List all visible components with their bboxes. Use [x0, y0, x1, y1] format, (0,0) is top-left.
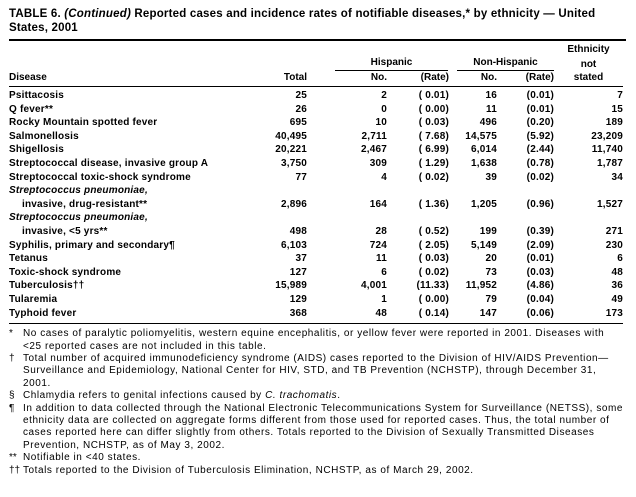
cell-disease: Shigellosis [9, 144, 64, 156]
footnote [9, 465, 625, 477]
cell-nonhispanic-no: 5,149 [470, 239, 497, 251]
cell-total: 3,750 [280, 157, 307, 169]
cell-disease: Streptococcus pneumoniae, [9, 185, 148, 197]
cell-disease: Syphilis, primary and secondary¶ [9, 239, 175, 251]
cell-total: 25 [295, 90, 307, 101]
cell-hispanic-rate: ( 2.05) [418, 239, 449, 251]
footnote [9, 403, 625, 453]
col-header-nonhispanic-rate: (Rate) [497, 71, 554, 87]
footnote-text [23, 328, 625, 353]
cell-nonhispanic-rate: (0.96) [526, 198, 554, 210]
cell-hispanic-rate: ( 1.36) [418, 198, 449, 210]
footnote-text [23, 465, 625, 477]
cell-nonhispanic-rate [497, 184, 554, 198]
footnote-text [23, 390, 625, 402]
col-header-total: Total [255, 71, 307, 87]
cell-ethnicity-not-stated: 189 [605, 117, 623, 129]
cell-ethnicity-not-stated: 230 [605, 239, 623, 251]
table-row [9, 293, 623, 307]
table-row [9, 279, 623, 293]
cell-nonhispanic-no [449, 211, 497, 225]
cell-hispanic-no [307, 211, 387, 225]
cell-ethnicity-not-stated: 34 [611, 171, 623, 183]
cell-hispanic-rate: ( 0.01) [418, 90, 449, 101]
cell-nonhispanic-no: 1,205 [470, 198, 497, 210]
table-header [9, 44, 623, 87]
footnote-text-pre: Notifiable in <40 states. [23, 452, 141, 464]
cell-ethnicity-not-stated: 1,787 [596, 157, 623, 169]
cell-nonhispanic-no: 1,638 [470, 157, 497, 169]
cell-nonhispanic-rate: (0.03) [526, 266, 554, 278]
cell-ethnicity-not-stated: 173 [554, 307, 623, 324]
cell-disease: Q fever** [9, 103, 54, 115]
col-header-hispanic-no: No. [307, 71, 387, 87]
cell-ethnicity-not-stated: 11,740 [591, 144, 623, 156]
cell-ethnicity-not-stated [554, 184, 623, 198]
cell-total [255, 184, 307, 198]
cell-hispanic-no: 6 [381, 266, 387, 278]
cell-ethnicity-not-stated: 36 [611, 280, 623, 292]
footnote [9, 328, 625, 353]
cell-hispanic-no: 11 [376, 253, 387, 265]
footnote-marker: § [9, 390, 15, 402]
footnote-marker: † [9, 352, 15, 364]
cell-total: 2,896 [280, 198, 307, 210]
col-group-hispanic [307, 56, 449, 71]
col-header-hispanic-rate: (Rate) [387, 71, 449, 87]
col-group-hispanic-label: Hispanic [335, 57, 448, 71]
table-row [9, 252, 623, 266]
footnote-marker: * [9, 328, 13, 340]
cell-ethnicity-not-stated: 271 [605, 225, 623, 237]
table-title [9, 7, 626, 35]
cell-nonhispanic-rate: (0.20) [526, 117, 554, 129]
cell-hispanic-no: 0 [381, 103, 387, 115]
cell-hispanic-rate: ( 0.00) [418, 293, 449, 305]
cell-nonhispanic-no [449, 184, 497, 198]
footnote-text [23, 403, 625, 453]
cell-hispanic-rate: (11.33) [416, 280, 449, 292]
cell-ethnicity-not-stated: 6 [617, 253, 623, 265]
table-row [9, 307, 623, 324]
cell-nonhispanic-rate: (0.02) [526, 171, 554, 183]
table-row [9, 103, 623, 117]
cell-ethnicity-not-stated: 48 [611, 266, 623, 278]
cell-nonhispanic-rate: (0.01) [526, 103, 554, 115]
cell-hispanic-rate: ( 6.99) [418, 144, 449, 156]
cell-total: 40,495 [275, 130, 307, 142]
cell-hispanic-rate: ( 0.02) [418, 171, 449, 183]
table-title-continued: (Continued) [64, 8, 131, 20]
cell-disease: Rocky Mountain spotted fever [9, 117, 158, 129]
cell-disease: Psittacosis [9, 90, 65, 101]
cell-total: 695 [289, 117, 307, 129]
footnote-text [23, 353, 625, 390]
cell-hispanic-no: 164 [369, 198, 387, 210]
cell-nonhispanic-no: 199 [479, 225, 497, 237]
cell-nonhispanic-no: 11 [486, 103, 497, 115]
cell-nonhispanic-no: 39 [485, 171, 497, 183]
cell-nonhispanic-rate: (0.39) [526, 225, 554, 237]
cell-total: 37 [295, 253, 307, 265]
footnote-text-italic: C. trachomatis [265, 390, 338, 402]
cell-disease: Tularemia [9, 293, 58, 305]
cell-disease: Streptococcus pneumoniae, [9, 212, 148, 224]
cell-hispanic-rate: ( 0.00) [418, 103, 449, 115]
cell-total: 20,221 [275, 144, 307, 156]
footnote-text-pre: Totals reported to the Division of Tuberculosis Elimination, NCHSTP, as of March 29, 2002. [23, 464, 474, 476]
cell-ethnicity-not-stated: 7 [617, 90, 623, 101]
footnotes [9, 328, 625, 477]
cell-total: 15,989 [275, 280, 307, 292]
cell-disease: invasive, drug-resistant** [22, 198, 148, 210]
table-row [9, 87, 623, 103]
notifiable-diseases-table [9, 44, 623, 324]
title-rule [9, 39, 626, 41]
col-header-nonhispanic-no: No. [449, 71, 497, 87]
footnote-marker: ¶ [9, 402, 15, 414]
cell-hispanic-rate: ( 1.29) [418, 157, 449, 169]
table-row [9, 157, 623, 171]
cell-hispanic-no: 2,711 [361, 130, 387, 142]
table-row [9, 130, 623, 144]
cell-total [255, 211, 307, 225]
cell-disease: Streptococcal disease, invasive group A [9, 157, 209, 169]
cell-total: 26 [295, 103, 307, 115]
footnote-text-pre: In addition to data collected through the National Electronic Telecommunications System for Surveillance (NETSS), some ethnicity data are collected on aggregate forms different from those used for reported cases. Thus, the total number of cases reported here can differ slightly from others. Totals reported to the Division of Sexually Transmitted Diseases Prevention, NCHSTP, as of May 3, 2002. [23, 402, 623, 451]
cell-ethnicity-not-stated: 49 [611, 293, 623, 305]
table-body [9, 87, 623, 324]
table-title-rest: Reported cases and incidence rates of notifiable diseases,* by ethnicity — United States, 2001 [9, 8, 596, 34]
cell-hispanic-no: 1 [381, 293, 387, 305]
cell-hispanic-no: 2,467 [360, 144, 387, 156]
cell-ethnicity-not-stated: 23,209 [591, 130, 623, 142]
cell-hispanic-rate: ( 0.52) [418, 225, 449, 237]
cell-nonhispanic-no: 11,952 [465, 280, 497, 292]
cell-hispanic-rate: ( 0.03) [418, 253, 449, 265]
table-row [9, 171, 623, 185]
table-row [9, 184, 623, 198]
cell-hispanic-rate [387, 184, 449, 198]
cell-nonhispanic-rate: (2.44) [526, 144, 554, 156]
col-header-ethnicity-line3: stated [554, 71, 623, 87]
cell-nonhispanic-no: 6,014 [470, 144, 497, 156]
table-row [9, 225, 623, 239]
cell-ethnicity-not-stated: 1,527 [596, 198, 623, 210]
cell-total: 129 [289, 293, 307, 305]
footnote-text-pre: No cases of paralytic poliomyelitis, western equine encephalitis, or yellow fever were reported in 2001. Diseases with <25 reported cases are not included in this table. [23, 328, 605, 352]
cell-disease: Streptococcal toxic-shock syndrome [9, 171, 191, 183]
cell-ethnicity-not-stated: 15 [611, 103, 623, 115]
cell-hispanic-rate: ( 0.03) [418, 117, 449, 129]
cell-nonhispanic-rate: (0.78) [526, 157, 554, 169]
cell-hispanic-rate: ( 7.68) [418, 130, 449, 142]
cell-hispanic-rate [387, 211, 449, 225]
cell-nonhispanic-rate [497, 211, 554, 225]
col-header-disease: Disease [9, 71, 255, 87]
cell-hispanic-rate: ( 0.02) [418, 266, 449, 278]
cell-hispanic-rate: ( 0.14) [387, 307, 449, 324]
cell-disease: Typhoid fever [9, 307, 255, 324]
footnote [9, 390, 625, 402]
table-title-prefix: TABLE 6. [9, 8, 65, 20]
cell-total: 77 [295, 171, 307, 183]
cell-disease: Tuberculosis†† [9, 280, 85, 292]
cell-nonhispanic-rate: (0.01) [526, 90, 554, 101]
footnote [9, 452, 625, 464]
cell-nonhispanic-rate: (4.86) [526, 280, 554, 292]
cell-hispanic-no: 2 [381, 90, 387, 101]
table-row [9, 198, 623, 212]
cell-hispanic-no: 4 [381, 171, 387, 183]
footnote-text-pre: Chlamydia refers to genital infections caused by [23, 390, 266, 402]
cell-hispanic-no: 10 [375, 117, 387, 129]
cell-hispanic-no: 48 [307, 307, 387, 324]
cell-disease: Tetanus [9, 253, 48, 265]
footnote-marker: †† [9, 464, 21, 476]
col-group-nonhispanic [449, 56, 554, 71]
cell-total: 6,103 [280, 239, 307, 251]
table-row [9, 266, 623, 280]
cell-hispanic-no: 309 [369, 157, 387, 169]
cell-disease: Salmonellosis [9, 130, 79, 142]
cell-nonhispanic-no: 73 [485, 266, 497, 278]
cell-nonhispanic-rate: (2.09) [526, 239, 554, 251]
table-row [9, 116, 623, 130]
cell-nonhispanic-no: 79 [485, 293, 497, 305]
col-header-ethnicity-line1: Ethnicity [567, 44, 610, 55]
cell-nonhispanic-no: 147 [449, 307, 497, 324]
cell-nonhispanic-no: 16 [485, 90, 497, 101]
footnote-text-post: . [337, 390, 341, 402]
cell-nonhispanic-no: 20 [485, 253, 497, 265]
cell-total: 127 [289, 266, 307, 278]
cell-nonhispanic-no: 14,575 [465, 130, 497, 142]
cell-hispanic-no: 724 [369, 239, 387, 251]
footnote-text [23, 452, 625, 464]
cell-disease: Toxic-shock syndrome [9, 266, 122, 278]
col-header-ethnicity-line2: not [580, 59, 597, 70]
table-row [9, 143, 623, 157]
cell-total: 368 [255, 307, 307, 324]
cell-nonhispanic-rate: (0.01) [526, 253, 554, 265]
table-row [9, 239, 623, 253]
table-row [9, 211, 623, 225]
cell-total: 498 [289, 225, 307, 237]
cell-hispanic-no [307, 184, 387, 198]
cell-nonhispanic-rate: (0.04) [526, 293, 554, 305]
footnote-text-pre: Total number of acquired immunodeficiency syndrome (AIDS) cases reported to the Division of HIV/AIDS Prevention—Surveillance and Epidemiology, National Center for HIV, STD, and TB Prevention (NCHSTP), through December 31, 2001. [23, 352, 609, 389]
footnote-marker: ** [9, 452, 17, 464]
cell-nonhispanic-rate: (5.92) [526, 130, 554, 142]
cell-nonhispanic-rate: (0.06) [497, 307, 554, 324]
cell-hispanic-no: 28 [375, 225, 387, 237]
cell-disease: invasive, <5 yrs** [22, 225, 108, 237]
cell-ethnicity-not-stated [554, 211, 623, 225]
footnote [9, 353, 625, 390]
cell-nonhispanic-no: 496 [479, 117, 497, 129]
col-group-nonhispanic-label: Non-Hispanic [457, 57, 554, 71]
cell-hispanic-no: 4,001 [360, 280, 387, 292]
